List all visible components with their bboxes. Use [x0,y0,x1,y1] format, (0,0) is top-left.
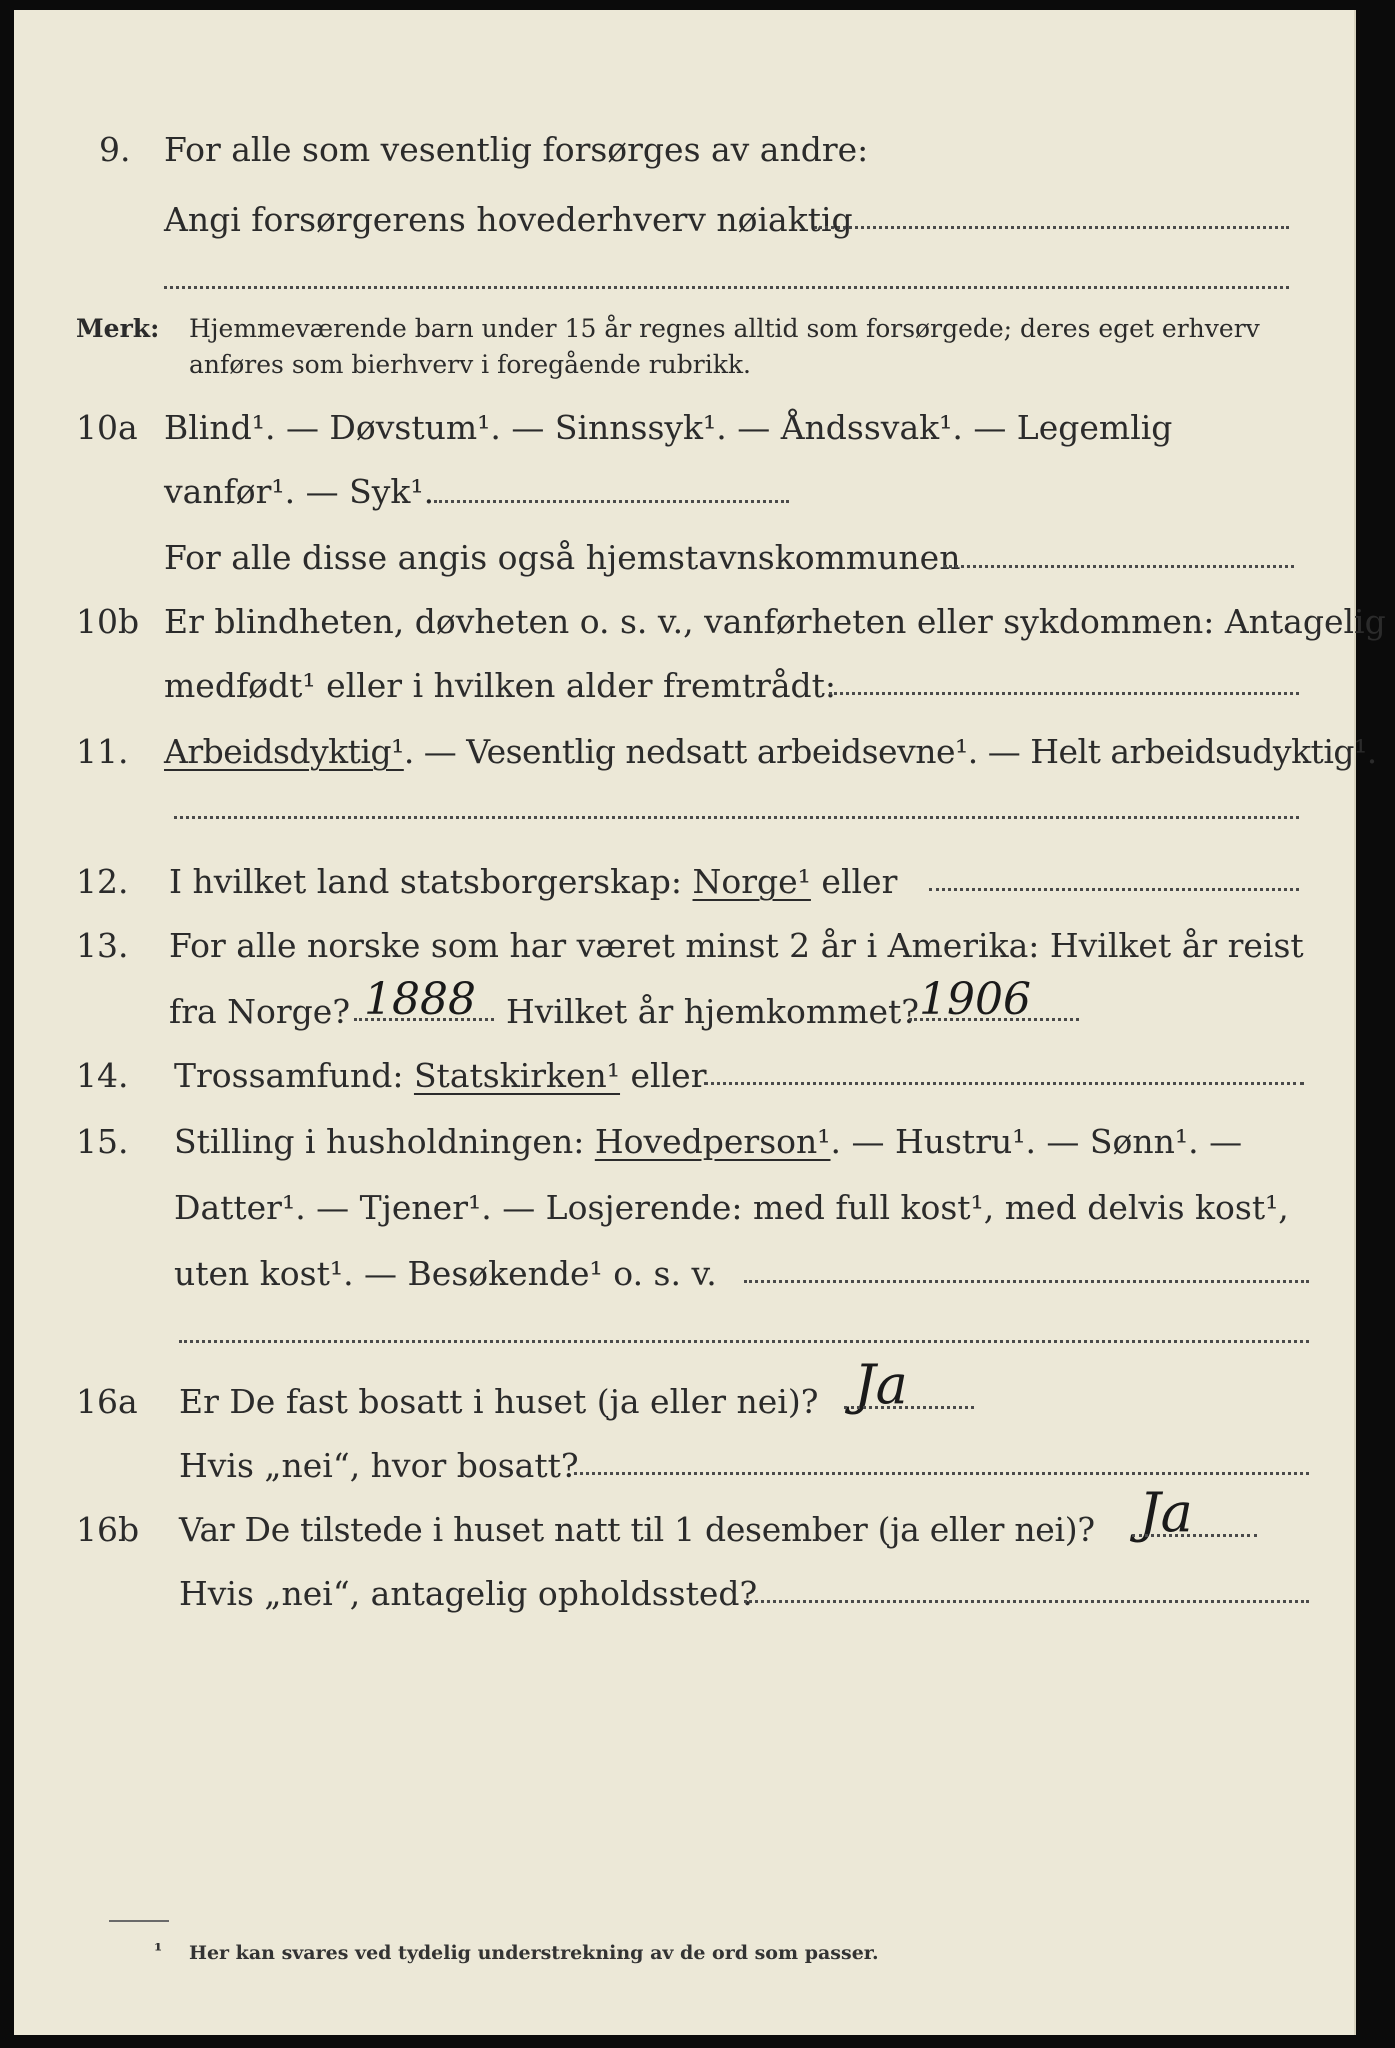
q13-mid2: Hvilket år hjemkommet? [506,992,919,1031]
q10b-line1: Er blindheten, døvheten o. s. v., vanførheten eller sykdommen: Antagelig [164,602,1386,641]
q11-rest: . — Vesentlig nedsatt arbeidsevne¹. — Helt arbeidsudyktig¹. [403,732,1377,771]
q13-handwritten-year-back: 1906 [919,974,1031,1025]
q15-pre: Stilling i husholdningen: [174,1122,585,1161]
q16a-line1: Er De fast bosatt i huset (ja eller nei)? [179,1382,819,1421]
q15-post: . — Hustru¹. — Sønn¹. — [830,1122,1243,1161]
q14-answer-line[interactable] [704,1082,1304,1085]
q10b-number: 10b [76,602,140,641]
q14-pre: Trossamfund: [174,1056,404,1095]
q12-pre: I hvilket land statsborgerskap: [169,862,683,901]
q14-number: 14. [76,1056,129,1095]
merk-line2: anføres som bierhverv i foregående rubrikk. [189,350,751,379]
q9-line1: For alle som vesentlig forsørges av andre: [164,130,869,169]
q15-line1 [174,1122,1242,1162]
q16b-line1: Var De tilstede i huset natt til 1 desember (ja eller nei)? [179,1510,1095,1549]
q13-pre2: fra Norge? [169,992,351,1031]
q12-post: eller [821,862,898,901]
q15-answer-line-2[interactable] [179,1340,1309,1343]
q16b-opholdssted-line[interactable] [744,1600,1309,1603]
merk-line1: Hjemmeværende barn under 15 år regnes alltid som forsørgede; deres eget erhverv [189,314,1260,343]
q11-option-arbeidsdyktig[interactable]: Arbeidsdyktig¹ [164,732,404,771]
q13-line1: For alle norske som har været minst 2 år i Amerika: Hvilket år reist [169,926,1304,965]
q11-line [164,732,1377,772]
footnote-mark: ¹ [154,1940,163,1962]
q16a-number: 16a [76,1382,138,1421]
q16b-handwritten-answer: Ja [1139,1481,1193,1544]
q12-answer-line[interactable] [929,888,1299,891]
q10b-line2: medfødt¹ eller i hvilken alder fremtrådt: [164,666,837,705]
merk-label: Merk: [76,314,160,343]
q10a-line1: Blind¹. — Døvstum¹. — Sinnssyk¹. — Åndssvak¹. — Legemlig [164,408,1173,447]
q16b-answer-line[interactable] [1132,1534,1257,1537]
q9-line2: Angi forsørgerens hovederhverv nøiaktig [164,200,853,239]
q12-option-norge[interactable]: Norge¹ [692,862,811,901]
q16b-number: 16b [76,1510,140,1549]
q13-number: 13. [76,926,129,965]
q13-year-back-line[interactable] [909,1018,1079,1021]
q16a-line2: Hvis „nei“, hvor bosatt? [179,1446,579,1485]
q10a-line3: For alle disse angis også hjemstavnskommunen [164,538,961,577]
footnote-text: Her kan svares ved tydelig understrekning av de ord som passer. [189,1942,879,1964]
footnote-rule [109,1920,169,1922]
q16a-answer-line[interactable] [844,1406,974,1409]
q9-answer-line-2[interactable] [164,286,1289,289]
q15-line3: uten kost¹. — Besøkende¹ o. s. v. [174,1254,717,1293]
q11-answer-line[interactable] [174,816,1299,819]
q14-line [174,1056,706,1096]
q16a-bosatt-line[interactable] [574,1472,1309,1475]
q10b-answer-line[interactable] [829,692,1299,695]
q10a-hjemstavn-line[interactable] [944,565,1294,568]
q15-answer-line[interactable] [744,1280,1309,1283]
census-form-page [14,10,1386,2035]
q13-year-left-line[interactable] [354,1018,494,1021]
q10a-line2: vanfør¹. — Syk¹. [164,472,435,511]
q15-line2: Datter¹. — Tjener¹. — Losjerende: med full kost¹, med delvis kost¹, [174,1188,1289,1227]
q11-number: 11. [76,732,129,771]
q12-line [169,862,897,902]
q15-option-hovedperson[interactable]: Hovedperson¹ [594,1122,831,1161]
q14-option-statskirken[interactable]: Statskirken¹ [413,1056,621,1095]
q16a-handwritten-answer: Ja [854,1353,908,1416]
q14-post: eller [630,1056,707,1095]
q13-handwritten-year-left: 1888 [364,974,476,1025]
q9-answer-line[interactable] [814,226,1289,229]
q10a-number: 10a [76,408,138,447]
q12-number: 12. [76,862,129,901]
q10a-syk-line[interactable] [434,500,789,503]
q16b-line2: Hvis „nei“, antagelig opholdssted? [179,1574,758,1613]
q15-number: 15. [76,1122,129,1161]
q9-number: 9. [99,130,131,169]
